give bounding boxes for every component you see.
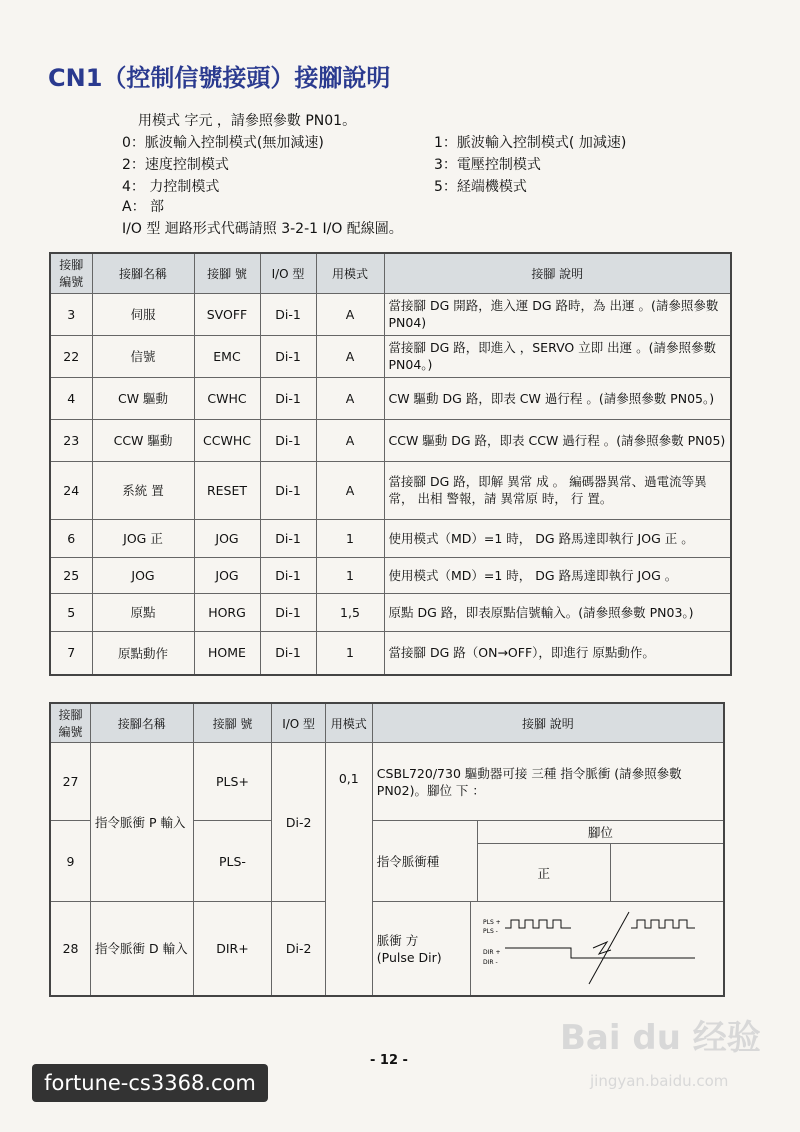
page-title: CN1（控制信號接頭）接腳說明 <box>48 64 391 92</box>
pin-signal: SVOFF <box>194 293 260 335</box>
pin-position-head: 腳位 <box>477 821 723 844</box>
pin-no: 4 <box>50 377 92 419</box>
pin-io: Di-1 <box>260 593 316 631</box>
pin-no: 7 <box>50 631 92 675</box>
col-pin-name: 接腳名稱 <box>91 703 193 743</box>
pin-mode: 1 <box>316 519 384 557</box>
pin-desc: CCW 驅動 DG 路，即表 CCW 過行程 。(請參照參數 PN05) <box>384 419 731 461</box>
pin-signal: CCWHC <box>194 419 260 461</box>
pin-no: 6 <box>50 519 92 557</box>
col-pin-no: 接腳編號 <box>50 703 91 743</box>
pulse-type-cell <box>372 821 724 902</box>
pin-signal: JOG <box>194 557 260 593</box>
pin-desc: 當接腳 DG 路，即進入 ，SERVO 立即 出運 。(請參照參數 PN04。) <box>384 335 731 377</box>
table-row <box>50 631 731 675</box>
wave-label-pls-minus: PLS - <box>482 928 498 935</box>
pulse-wave-right <box>631 920 695 928</box>
wave-label-dir-minus: DIR - <box>482 959 498 966</box>
pin-mode: A <box>316 293 384 335</box>
pin-signal: HOME <box>194 631 260 675</box>
page-number: - 12 - <box>370 1053 408 1068</box>
pulse-reverse <box>610 844 723 902</box>
pulse-wave-left <box>505 920 571 928</box>
pin-mode: A <box>316 335 384 377</box>
pin-name: 指令脈衝 P 輸入 <box>91 743 193 902</box>
transition-line <box>589 912 629 984</box>
site-watermark: fortune-cs3368.com <box>32 1064 268 1102</box>
pin-mode: 0,1 <box>325 743 372 997</box>
pin-signal: EMC <box>194 335 260 377</box>
mode-2: 2：速度控制模式 <box>122 157 229 173</box>
col-pin-name: 接腳名稱 <box>92 253 194 293</box>
pin-name: 系統 置 <box>92 461 194 519</box>
table-row <box>50 377 731 419</box>
pin-name: CCW 驅動 <box>92 419 194 461</box>
pin-no: 28 <box>50 902 91 997</box>
col-description: 接腳 說明 <box>372 703 724 743</box>
col-pin-no: 接腳編號 <box>50 253 92 293</box>
table-row <box>50 557 731 593</box>
table-row <box>50 461 731 519</box>
pin-desc: 當接腳 DG 路，即解 異常 成 。 編碼器異常、過電流等異常， 出相 警報，請 異常原 時， 行 置。 <box>384 461 731 519</box>
wave-label-pls-plus: PLS + <box>482 919 501 926</box>
table-row <box>50 335 731 377</box>
pin-io: Di-1 <box>260 557 316 593</box>
break-mark <box>593 942 611 954</box>
pin-io: Di-1 <box>260 631 316 675</box>
pin-no: 9 <box>50 821 91 902</box>
wave-label-dir-plus: DIR + <box>482 949 501 956</box>
pin-table-2 <box>49 702 725 997</box>
pin-mode: A <box>316 461 384 519</box>
pin-io: Di-1 <box>260 419 316 461</box>
table-row <box>50 743 724 821</box>
pin-io: Di-1 <box>260 335 316 377</box>
pin-signal: RESET <box>194 461 260 519</box>
pin-io: Di-2 <box>272 902 325 997</box>
pin-signal: CWHC <box>194 377 260 419</box>
pin-name: 指令脈衝 D 輸入 <box>91 902 193 997</box>
pulse-dir-waveform <box>470 902 724 997</box>
pin-desc: 使用模式（MD）=1 時， DG 路馬達即執行 JOG 。 <box>384 557 731 593</box>
pin-io: Di-1 <box>260 377 316 419</box>
col-signal: 接腳 號 <box>194 253 260 293</box>
col-io-type: I/O 型 <box>260 253 316 293</box>
pin-signal: JOG <box>194 519 260 557</box>
baidu-logo: Bai du 经验 <box>560 1018 761 1058</box>
col-io-type: I/O 型 <box>272 703 325 743</box>
pin-no: 25 <box>50 557 92 593</box>
col-mode: 用模式 <box>325 703 372 743</box>
pin-desc: 原點 DG 路，即表原點信號輸入。(請參照參數 PN03。) <box>384 593 731 631</box>
table-row <box>50 293 731 335</box>
table-row <box>50 593 731 631</box>
intro-line-io: I/O 型 迴路形式代碼請照 3-2-1 I/O 配線圖。 <box>122 221 403 237</box>
pin-desc: 當接腳 DG 開路，進入運 DG 路時，為 出運 。(請參照參數 PN04) <box>384 293 731 335</box>
intro-line-mode: 用模式 字元 ，請參照參數 PN01。 <box>138 113 357 129</box>
pin-name: 伺服 <box>92 293 194 335</box>
baidu-url: jingyan.baidu.com <box>590 1072 729 1090</box>
pin-signal: DIR+ <box>193 902 272 997</box>
pin-mode: 1,5 <box>316 593 384 631</box>
pin-io: Di-1 <box>260 461 316 519</box>
pin-io: Di-1 <box>260 519 316 557</box>
pin-table-1 <box>49 252 732 676</box>
pin-mode: A <box>316 377 384 419</box>
pin-desc: 使用模式（MD）=1 時， DG 路馬達即執行 JOG 正 。 <box>384 519 731 557</box>
table-row <box>50 902 724 997</box>
mode-4: 4： 力控制模式 <box>122 179 220 195</box>
pin-mode: 1 <box>316 631 384 675</box>
pin-no: 3 <box>50 293 92 335</box>
pin-name: 信號 <box>92 335 194 377</box>
table-row <box>50 419 731 461</box>
pin-io: Di-2 <box>272 743 325 902</box>
pin-io: Di-1 <box>260 293 316 335</box>
col-description: 接腳 說明 <box>384 253 731 293</box>
mode-1: 1：脈波輸入控制模式( 加減速) <box>434 135 627 151</box>
pulse-forward: 正 <box>477 844 610 902</box>
pin-signal: PLS- <box>193 821 272 902</box>
pin-signal: HORG <box>194 593 260 631</box>
col-mode: 用模式 <box>316 253 384 293</box>
pin-no: 22 <box>50 335 92 377</box>
col-signal: 接腳 號 <box>193 703 272 743</box>
waveform-diagram <box>471 902 707 992</box>
table-row <box>50 519 731 557</box>
mode-0: 0：脈波輸入控制模式(無加減速) <box>122 135 324 151</box>
pin-name: 原點動作 <box>92 631 194 675</box>
pulse-dir-label: 脈衝 方 (Pulse Dir) <box>372 902 470 997</box>
pin-mode: A <box>316 419 384 461</box>
pin-no: 27 <box>50 743 91 821</box>
pin-signal: PLS+ <box>193 743 272 821</box>
pin-desc: 當接腳 DG 路（ON→OFF），即進行 原點動作。 <box>384 631 731 675</box>
pin-no: 23 <box>50 419 92 461</box>
pin-name: JOG <box>92 557 194 593</box>
pin-name: 原點 <box>92 593 194 631</box>
pin-no: 5 <box>50 593 92 631</box>
pin-mode: 1 <box>316 557 384 593</box>
pin-name: CW 驅動 <box>92 377 194 419</box>
pulse-type-label: 指令脈衝種 <box>373 821 478 901</box>
intro-line-a: A： 部 <box>122 199 165 215</box>
pin-desc: CSBL720/730 驅動器可接 三種 指令脈衝 (請參照參數 PN02)。腳位 下 ： <box>372 743 724 821</box>
pin-no: 24 <box>50 461 92 519</box>
mode-3: 3：電壓控制模式 <box>434 157 541 173</box>
pin-name: JOG 正 <box>92 519 194 557</box>
mode-5: 5：経端機模式 <box>434 179 527 195</box>
pin-desc: CW 驅動 DG 路，即表 CW 過行程 。(請參照參數 PN05。) <box>384 377 731 419</box>
